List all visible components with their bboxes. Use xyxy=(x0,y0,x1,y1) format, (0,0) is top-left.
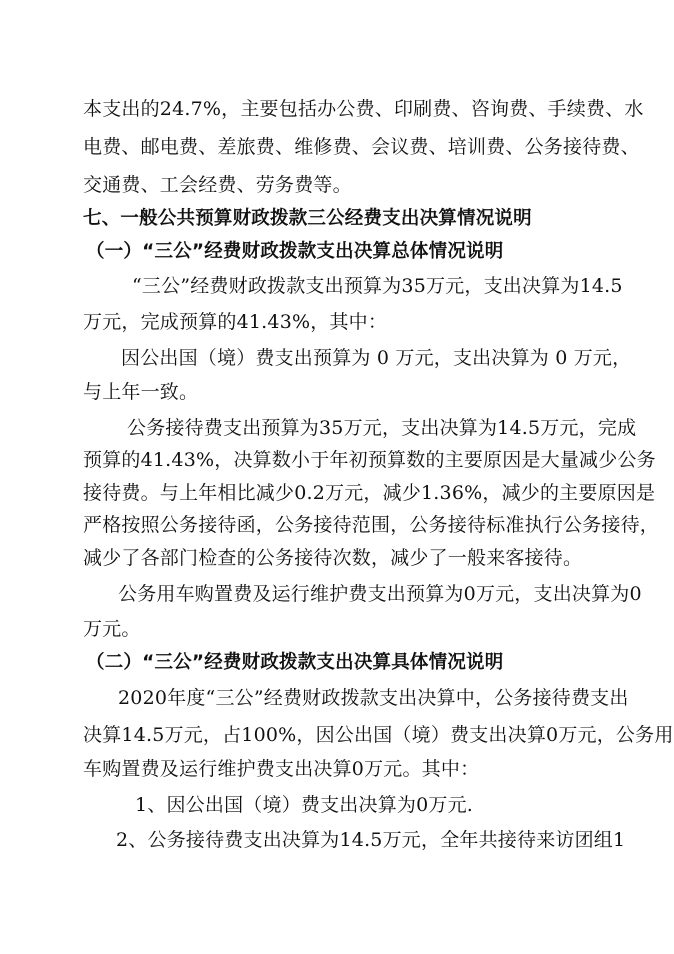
body-text-line: 与上年一致。 xyxy=(83,381,199,403)
list-item: 1、因公出国（境）费支出决算为0万元. xyxy=(135,794,474,816)
body-text-line: 减少了各部门检查的公务接待次数，减少了一般来客接待。 xyxy=(83,547,583,569)
body-text-line: 预算的41.43%，决算数小于年初预算数的主要原因是大量减少公务 xyxy=(83,449,656,471)
section-heading: 七、一般公共预算财政拨款三公经费支出决算情况说明 xyxy=(83,208,532,229)
list-item: 2、公务接待费支出决算为14.5万元，全年共接待来访团组1 xyxy=(116,829,626,851)
body-text-line: 接待费。与上年相比减少0.2万元，减少1.36%，减少的主要原因是 xyxy=(83,482,656,504)
body-text-line: 因公出国（境）费支出预算为 0 万元，支出决算为 0 万元， xyxy=(121,347,632,369)
body-text-line: 公务接待费支出预算为35万元，支出决算为14.5万元，完成 xyxy=(127,417,637,439)
body-text-line: 公务用车购置费及运行维护费支出预算为0万元，支出决算为0 xyxy=(118,583,642,605)
body-text-line: 交通费、工会经费、劳务费等。 xyxy=(83,174,352,196)
body-text-line: 2020年度“三公”经费财政拨款支出决算中，公务接待费支出 xyxy=(118,687,629,709)
subsection-heading: （一）“三公”经费财政拨款支出决算总体情况说明 xyxy=(86,241,504,262)
body-text-line: 电费、邮电费、差旅费、维修费、会议费、培训费、公务接待费、 xyxy=(83,136,640,158)
body-text-line: 万元。 xyxy=(83,618,141,640)
body-text-line: 严格按照公务接待函，公务接待范围，公务接待标准执行公务接待， xyxy=(83,514,660,536)
subsection-heading: （二）“三公”经费财政拨款支出决算具体情况说明 xyxy=(86,652,504,673)
body-text-line: 决算14.5万元，占100%，因公出国（境）费支出决算0万元，公务用 xyxy=(83,724,674,746)
body-text-line: 车购置费及运行维护费支出决算0万元。其中： xyxy=(83,758,480,780)
body-text-line: 本支出的24.7%，主要包括办公费、印刷费、咨询费、手续费、水 xyxy=(83,98,644,120)
body-text-line: 万元，完成预算的41.43%，其中： xyxy=(83,311,388,333)
body-text-line: “三公”经费财政拨款支出预算为35万元，支出决算为14.5 xyxy=(132,275,623,297)
